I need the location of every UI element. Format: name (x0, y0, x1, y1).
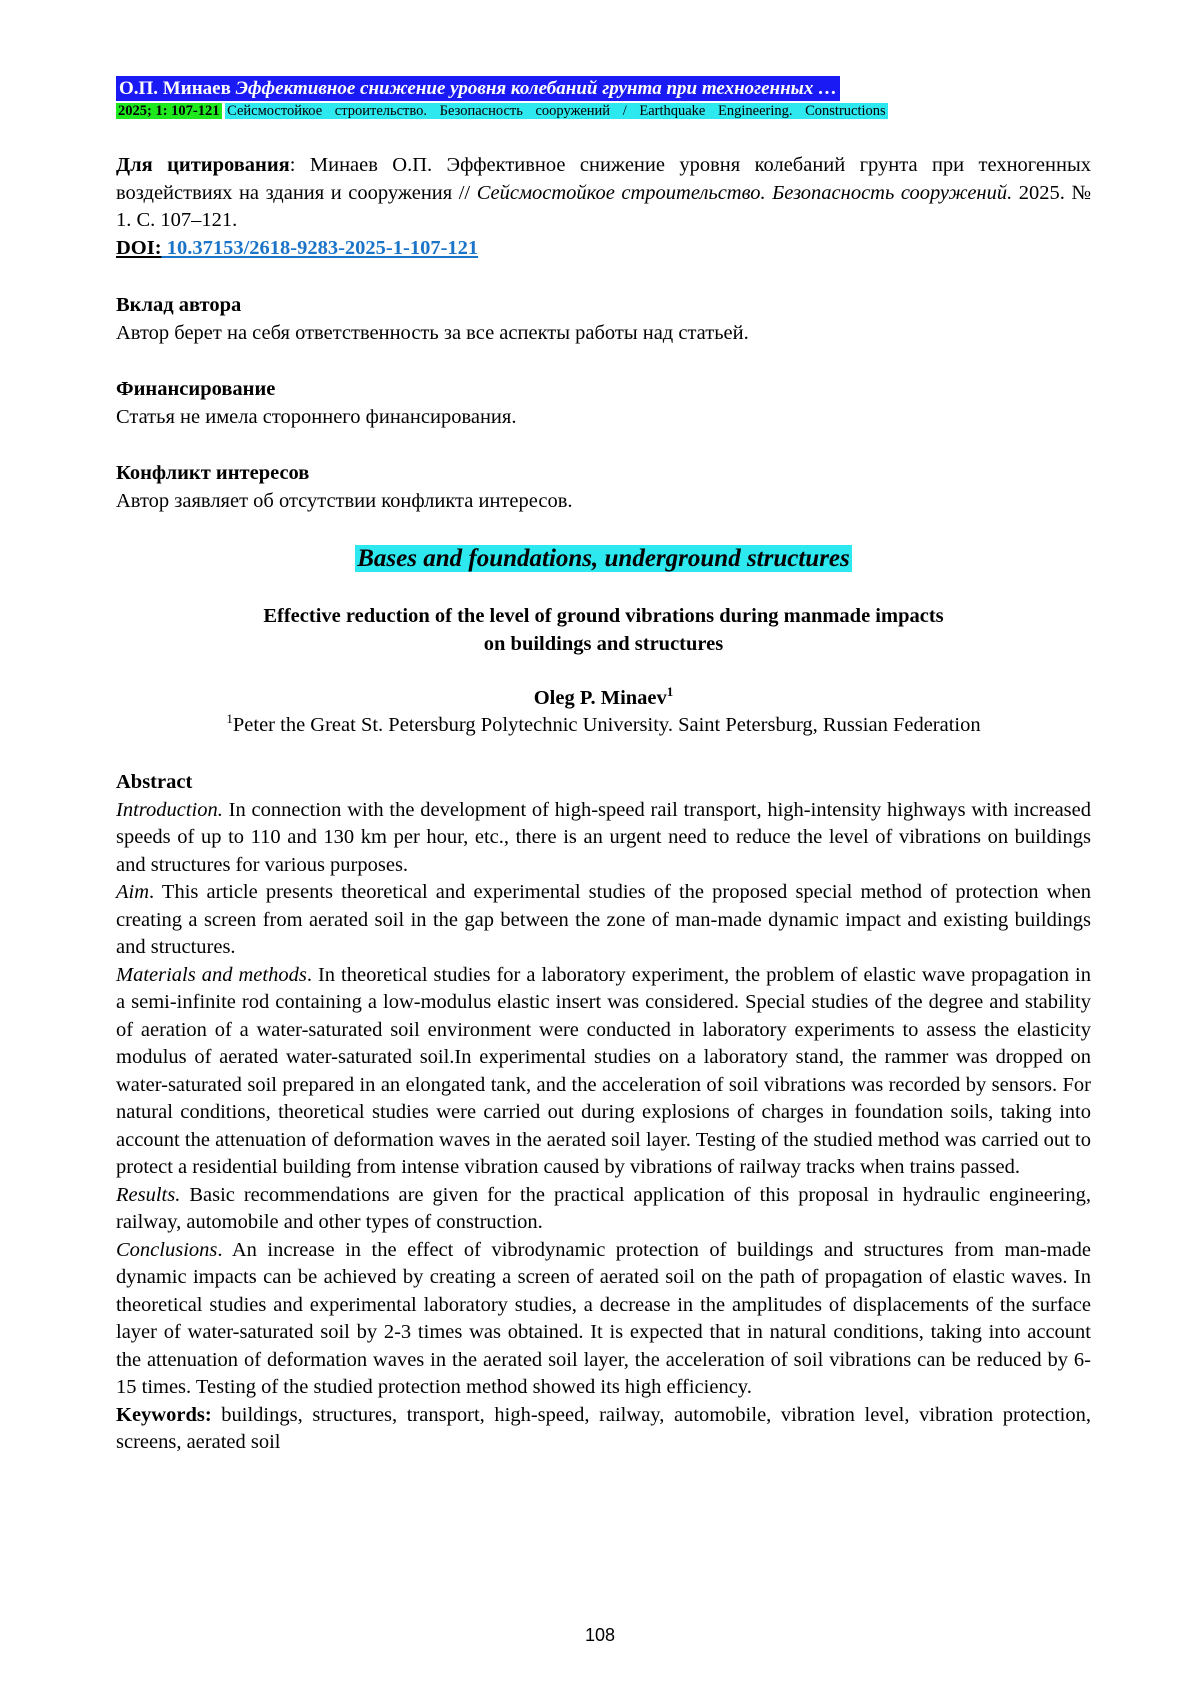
section-label: Bases and foundations, underground structures (355, 545, 852, 572)
keywords-label: Keywords: (116, 1404, 212, 1426)
doi-label: DOI: (116, 237, 162, 259)
citation-journal: Сейсмостойкое строительство. Безопасность сооружений. (477, 182, 1013, 204)
section-heading (116, 545, 1091, 573)
doi-link[interactable]: 10.37153/2618-9283-2025-1-107-121 (162, 237, 479, 259)
aim-label: Aim (116, 881, 149, 903)
abstract-results (116, 1182, 1091, 1237)
contribution-heading: Вклад автора (116, 292, 1091, 320)
running-header-title (116, 76, 840, 101)
author-sup: 1 (667, 684, 674, 699)
citation-text: : Минаев О.П. Эффективное снижение уровня колебаний грунта при техногенных воздействиях на здания и сооружения // (116, 154, 1091, 204)
contribution-text: Автор берет на себя ответственность за все аспекты работы над статьей. (116, 320, 1091, 348)
article-title (116, 603, 1091, 658)
abstract-methods (116, 962, 1091, 1182)
conclusions-label: Conclusions (116, 1239, 217, 1261)
abstract-aim (116, 879, 1091, 962)
contribution-section (116, 292, 1091, 347)
methods-label: Materials and methods (116, 964, 307, 986)
header-issue: 2025; 1: 107-121 (116, 103, 222, 119)
conflict-heading: Конфликт интересов (116, 460, 1091, 488)
citation-label: Для цитирования (116, 154, 290, 176)
abstract-introduction (116, 797, 1091, 880)
intro-text: In connection with the development of high-speed rail transport, high-intensity highways with increased speeds of up to 110 and 130 km per hour, etc., there is an urgent need to reduce the level of vibrations on buildings and structures for various purposes. (116, 799, 1091, 876)
affiliation-line (116, 714, 1091, 737)
results-text: Basic recommendations are given for the practical application of this proposal in hydraulic engineering, railway, automobile and other types of construction. (116, 1184, 1091, 1234)
results-label: Results. (116, 1184, 180, 1206)
doi-line (116, 235, 1091, 263)
header-author: О.П. Минаев (119, 78, 231, 99)
keywords-text: buildings, structures, transport, high-speed, railway, automobile, vibration level, vibration protection, screens, aerated soil (116, 1404, 1091, 1454)
abstract (116, 769, 1091, 1457)
abstract-conclusions (116, 1237, 1091, 1402)
abstract-keywords (116, 1402, 1091, 1457)
page-number: 108 (0, 1625, 1200, 1646)
conflict-section (116, 460, 1091, 515)
author-line (116, 687, 1091, 710)
conclusions-text: . An increase in the effect of vibrodynamic protection of buildings and structures from man-made dynamic impacts can be achieved by creating a screen of aerated soil on the path of propagation of elastic waves. In theoretical studies and experimental laboratory studies, a decrease in the amplitudes of displacements of the surface layer of water-saturated soil by 2-3 times was obtained. It is expected that in natural conditions, taking into account the attenuation of deformation waves in the aerated soil layer, the acceleration of soil vibrations can be reduced by 6-15 times. Testing of the studied protection method showed its high efficiency. (116, 1239, 1091, 1399)
aim-text: . This article presents theoretical and experimental studies of the proposed special method of protection when creating a screen from aerated soil in the gap between the zone of man-made dynamic impact and existing buildings and structures. (116, 881, 1091, 958)
affiliation: Peter the Great St. Petersburg Polytechnic University. Saint Petersburg, Russian Federation (233, 714, 981, 736)
author-name: Oleg P. Minaev (534, 687, 667, 709)
header-journal: Сейсмостойкое строительство. Безопасность сооружений / Earthquake Engineering. Constructions (225, 103, 888, 119)
title-line-1: Effective reduction of the level of ground vibrations during manmade impacts (116, 603, 1091, 631)
funding-text: Статья не имела стороннего финансирования. (116, 404, 1091, 432)
methods-text: . In theoretical studies for a laboratory experiment, the problem of elastic wave propagation in a semi-infinite rod containing a low-modulus elastic insert was considered. Special studies of the degree and stability of aeration of a water-saturated soil environment were conducted in laboratory experiments to assess the elasticity modulus of aerated water-saturated soil.In experimental studies on a laboratory stand, the rammer was dropped on water-saturated soil prepared in an elongated tank, and the acceleration of soil vibrations was recorded by sensors. For natural conditions, theoretical studies were carried out during explosions of charges in foundation soils, taking into account the attenuation of deformation waves in the aerated soil layer. Testing of the studied method was carried out to protect a residential building from intense vibration caused by vibrations of railway tracks when trains passed. (116, 964, 1091, 1179)
affiliation-sup: 1 (226, 711, 233, 726)
conflict-text: Автор заявляет об отсутствии конфликта интересов. (116, 488, 1091, 516)
running-header-journal (116, 103, 888, 120)
header-title: Эффективное снижение уровня колебаний грунта при техногенных … (236, 78, 838, 99)
funding-heading: Финансирование (116, 376, 1091, 404)
citation-block (116, 152, 1091, 235)
title-line-2: on buildings and structures (116, 631, 1091, 659)
citation-pages: 2025. № 1. С. 107–121. (116, 182, 1091, 232)
abstract-heading: Abstract (116, 769, 1091, 797)
intro-label: Introduction. (116, 799, 223, 821)
funding-section (116, 376, 1091, 431)
